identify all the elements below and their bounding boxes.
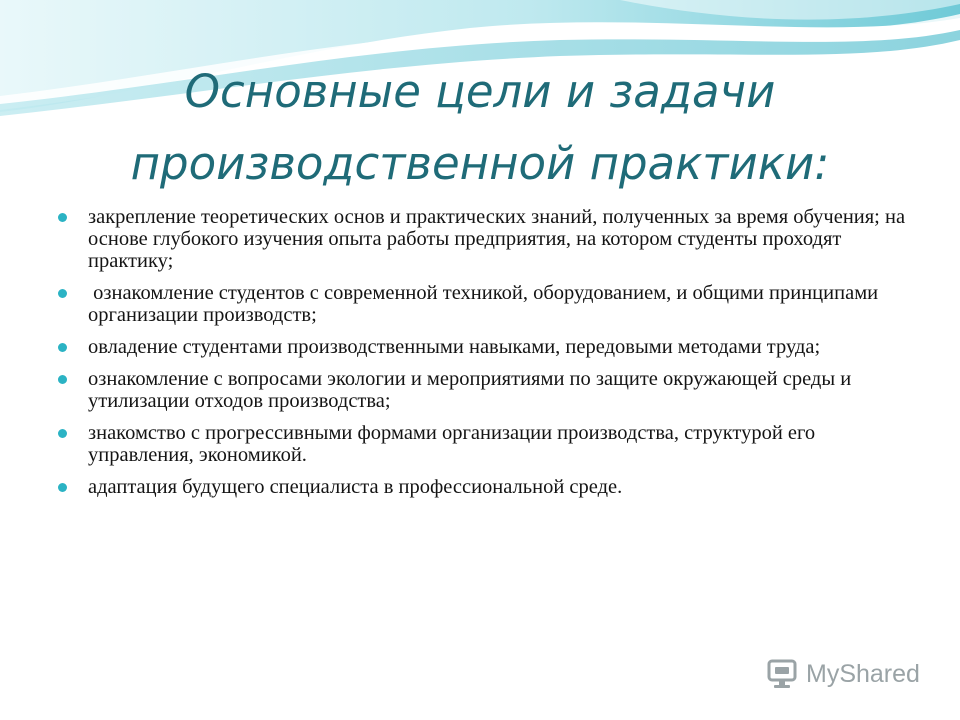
bullet-dot-icon: [58, 213, 67, 222]
list-item-text: ознакомление с вопросами экологии и мероприятиями по защите окружающей среды и утилизации отходов производства;: [88, 368, 852, 412]
bullet-dot-icon: [58, 483, 67, 492]
myshared-logo[interactable]: [766, 656, 920, 692]
list-item-text: овладение студентами производственными навыками, передовыми методами труда;: [88, 336, 821, 358]
list-item-text: знакомство с прогрессивными формами организации производства, структурой его управления, экономикой.: [88, 422, 816, 466]
list-item: [56, 282, 916, 326]
list-item: [56, 422, 916, 466]
bullet-dot-icon: [58, 375, 67, 384]
list-item: [56, 368, 916, 412]
list-item: [56, 476, 916, 498]
logo-text: MyShared: [806, 659, 920, 688]
list-item-text: адаптация будущего специалиста в профессиональной среде.: [88, 476, 623, 498]
bullet-dot-icon: [58, 289, 67, 298]
list-item-text: ознакомление студентов с современной техникой, оборудованием, и общими принципами организации производств;: [88, 282, 884, 326]
goals-list: [56, 206, 916, 508]
bullet-dot-icon: [58, 343, 67, 352]
myshared-logo-icon: [766, 657, 800, 691]
list-item-text: закрепление теоретических основ и практических знаний, полученных за время обучения; на основе глубокого изучения опыта работы предприятия, на котором студенты проходят практику;: [88, 206, 906, 272]
slide-title: Основные цели и задачи производственной практики:: [130, 65, 830, 190]
list-item: [56, 206, 916, 272]
bullet-dot-icon: [58, 429, 67, 438]
list-item: [56, 336, 916, 358]
